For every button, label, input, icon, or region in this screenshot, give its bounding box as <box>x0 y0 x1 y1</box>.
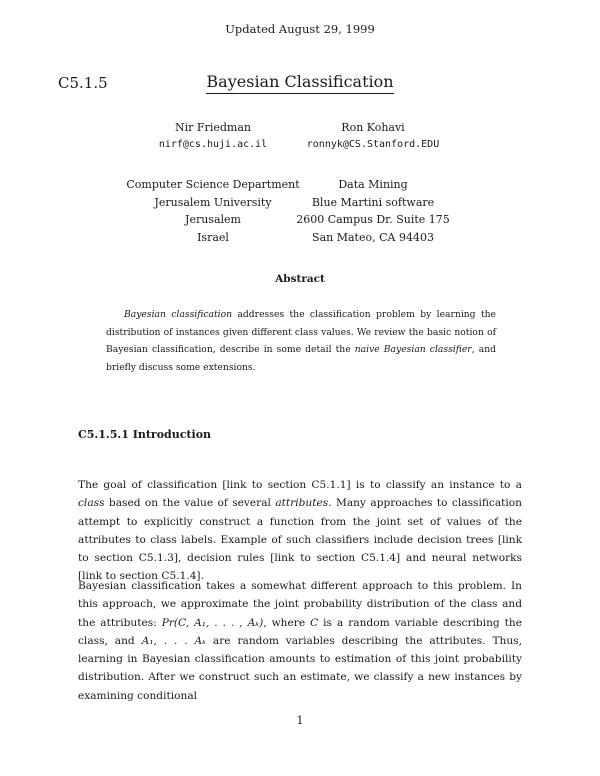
abstract-body <box>106 306 496 376</box>
abstract-emphasis: naive Bayesian classifier <box>354 344 472 355</box>
affiliation-line: Blue Martini software <box>311 195 435 209</box>
author-2-email: ronnyk@CS.Stanford.EDU <box>306 139 440 150</box>
abstract-emphasis: Bayesian classification <box>124 309 233 320</box>
math-expression: C <box>310 616 319 629</box>
abstract-heading: Abstract <box>275 273 325 285</box>
affiliation-2 <box>253 176 493 246</box>
paper-title <box>0 72 600 91</box>
paragraph-text: based on the value of several <box>104 497 276 510</box>
page-number: 1 <box>296 714 304 727</box>
paragraph-emphasis: class <box>78 497 105 510</box>
paragraph-text: Bayesian classification takes a somewhat different approach to this problem. In this approach, we approximate the joint probability distribution of the class and the attributes: <box>78 580 522 629</box>
paragraph-text: is a random variable describing the class, and <box>78 616 523 647</box>
author-2-name: Ron Kohavi <box>341 121 405 134</box>
author-2 <box>253 121 493 150</box>
subsection-heading: C5.1.5.1 Introduction <box>78 428 212 441</box>
math-expression: Pr(C, A₁, . . . , Aₖ) <box>161 616 264 629</box>
affiliation-line: Jerusalem <box>185 213 241 226</box>
author-1-email: nirf@cs.huji.ac.il <box>158 139 268 150</box>
affiliation-line: Jerusalem University <box>154 195 272 209</box>
paragraph-text: , where <box>263 616 311 629</box>
math-expression: A₁, . . . Aₖ <box>141 634 207 647</box>
paragraph-1 <box>78 476 522 586</box>
paragraph-text: The goal of classification [link to section C5.1.1] is to classify an instance to a <box>78 479 522 491</box>
section-number: C5.1.5 <box>58 74 108 92</box>
affiliation-line: Data Mining <box>338 178 408 191</box>
affiliation-line: Computer Science Department <box>126 178 300 191</box>
paper-title-text: Bayesian Classification <box>206 72 393 94</box>
affiliation-line: San Mateo, CA 94403 <box>312 230 434 244</box>
paragraph-emphasis: attributes <box>275 497 329 510</box>
affiliation-line: 2600 Campus Dr. Suite 175 <box>296 213 450 226</box>
paragraph-2 <box>78 577 522 705</box>
abstract-text: , and briefly discuss some extensions. <box>106 344 496 373</box>
affiliation-line: Israel <box>197 230 229 244</box>
paragraph-text: . Many approaches to classification attempt to explicitly construct a function from the joint set of values of the attributes to class labels. Example of such classifiers include decision trees [link to section C5.1.3], decision rules [link to section C5.1.4] and neural networks [link to section C5.1.4]. <box>78 497 523 583</box>
author-1-name: Nir Friedman <box>175 121 251 134</box>
abstract-text: addresses the classification problem by learning the distribution of instances given different class values. We review the basic notion of Bayesian classification, describe in some detail the <box>106 309 496 355</box>
paragraph-text: are random variables describing the attributes. Thus, learning in Bayesian classification amounts to estimation of this joint probability distribution. After we construct such an estimate, we classify a new instances by examining conditional <box>78 634 522 702</box>
update-date: Updated August 29, 1999 <box>225 22 375 36</box>
